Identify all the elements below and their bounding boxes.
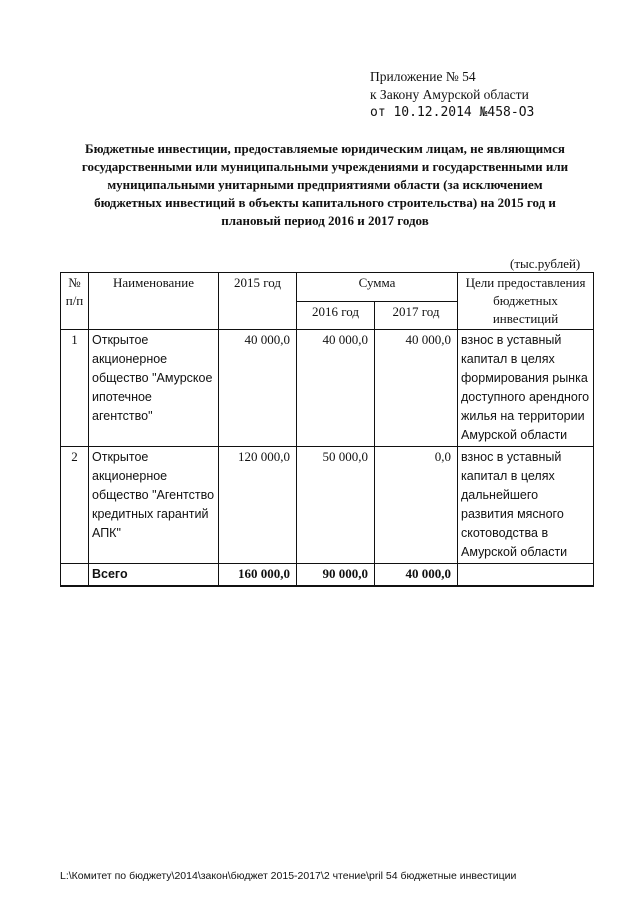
document-title: Бюджетные инвестиции, предоставляемые юридическим лицам, не являющимся государственными или муниципальными учреждениями и государственными или муниципальными унитарными предприятиями области (за исключением бюджетных инвестиций в объекты капитального строительства) на 2015 год и плановый период 2016 и 2017 годов [81, 141, 569, 228]
row-2015: 120 000,0 [219, 447, 297, 564]
row-2017: 40 000,0 [375, 330, 458, 447]
row-2016: 50 000,0 [297, 447, 375, 564]
total-2016: 90 000,0 [297, 564, 375, 587]
appendix-date: от 10.12.2014 №458-ОЗ [370, 105, 535, 120]
units-label: (тыс.рублей) [510, 256, 581, 271]
header-2015: 2015 год [219, 273, 297, 330]
header-name: Наименование [89, 273, 219, 330]
header-2016: 2016 год [297, 301, 375, 330]
row-name: Открытое акционерное общество "Агентство кредитных гарантий АПК" [89, 447, 219, 564]
total-label: Всего [89, 564, 219, 587]
row-2017: 0,0 [375, 447, 458, 564]
appendix-law-reference: к Закону Амурской области [370, 87, 529, 102]
header-num: № п/п [61, 273, 89, 330]
header-sum: Сумма [297, 273, 458, 302]
row-num: 1 [61, 330, 89, 447]
appendix-number: Приложение № 54 [370, 69, 476, 84]
table-row [61, 330, 594, 447]
total-2015: 160 000,0 [219, 564, 297, 587]
total-2017: 40 000,0 [375, 564, 458, 587]
header-goal: Цели предоставления бюджетных инвестиций [458, 273, 594, 330]
file-path-footer: L:\Комитет по бюджету\2014\закон\бюджет 2015-2017\2 чтение\pril 54 бюджетные инвестиции [60, 870, 517, 882]
row-goal: взнос в уставный капитал в целях формирования рынка доступного арендного жилья на территории Амурской области [458, 330, 594, 447]
total-num-cell [61, 564, 89, 587]
row-goal: взнос в уставный капитал в целях дальнейшего развития мясного скотоводства в Амурской области [458, 447, 594, 564]
table-header-row [61, 273, 594, 302]
appendix-header [370, 68, 534, 122]
table-row [61, 447, 594, 564]
row-name: Открытое акционерное общество "Амурское ипотечное агентство" [89, 330, 219, 447]
table-total-row [61, 564, 594, 587]
row-2015: 40 000,0 [219, 330, 297, 447]
total-goal-cell [458, 564, 594, 587]
row-num: 2 [61, 447, 89, 564]
investments-table [60, 272, 594, 587]
row-2016: 40 000,0 [297, 330, 375, 447]
header-2017: 2017 год [375, 301, 458, 330]
